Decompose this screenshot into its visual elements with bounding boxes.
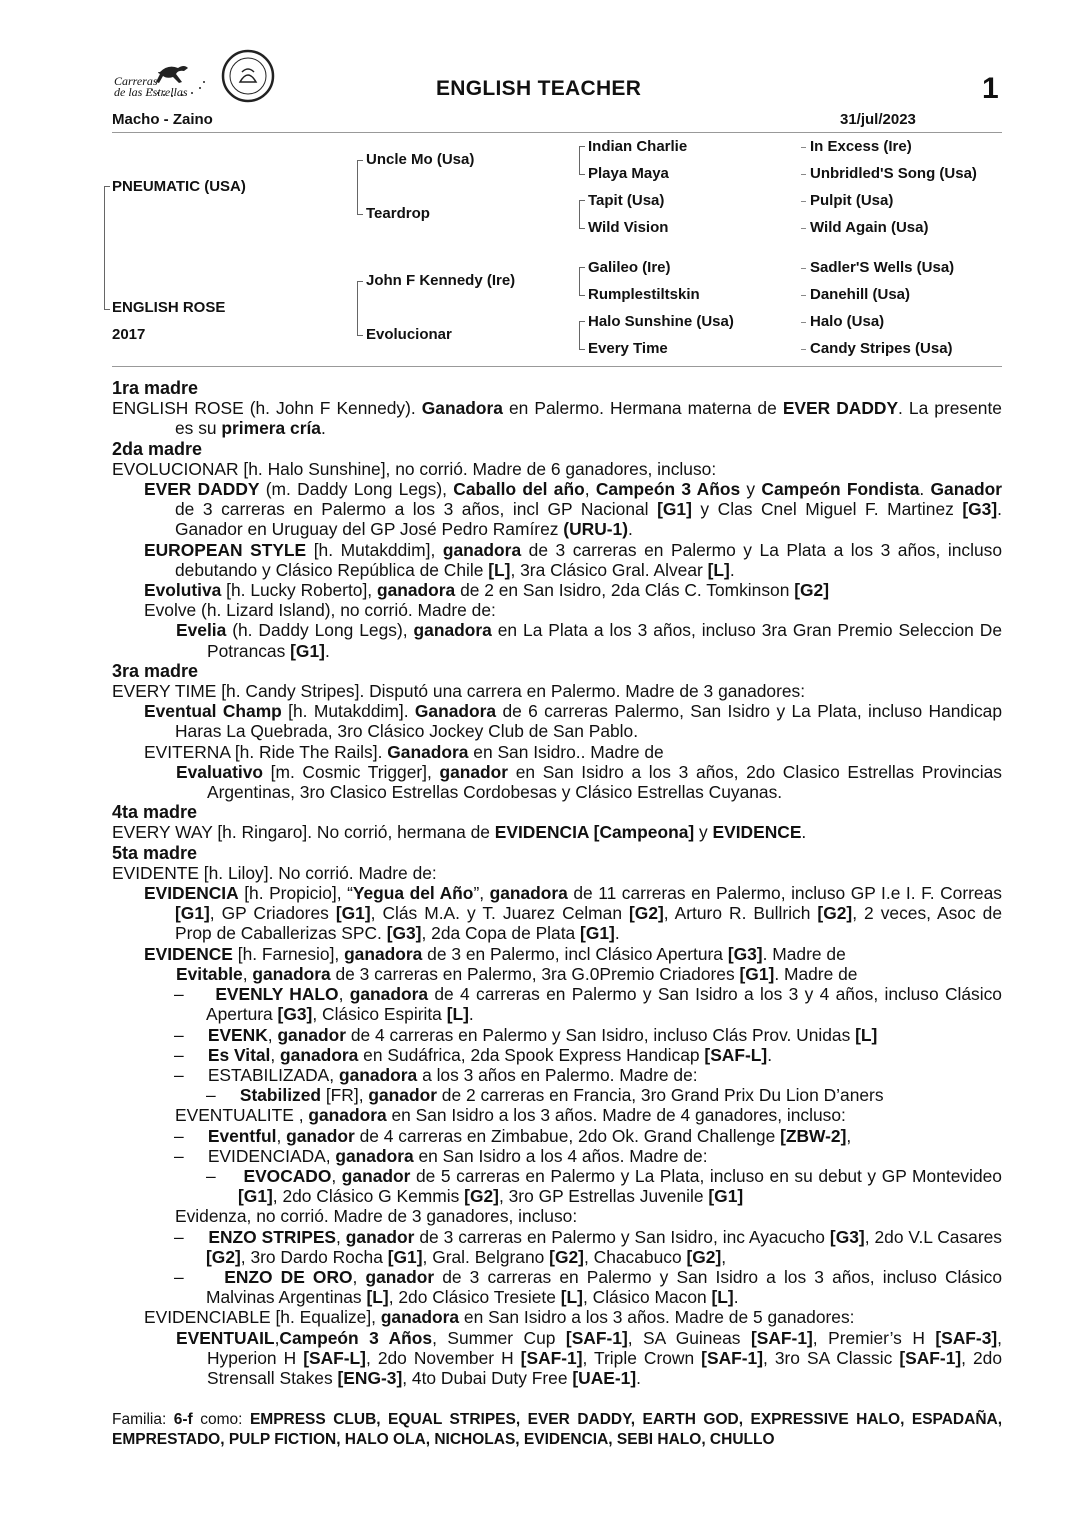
section-heading: 3ra madre bbox=[112, 660, 199, 681]
produce-entry: Evitable, ganadora de 3 carreras en Palermo, 3ra G.0Premio Criadores [G1]. Madre de bbox=[176, 963, 858, 984]
gen4-name: Sadler'S Wells (Usa) bbox=[810, 259, 955, 276]
produce-entry: EVENTUALITE , ganadora en San Isidro a los 3 años. Madre de 4 ganadores, incluso: bbox=[175, 1105, 846, 1126]
header-rule bbox=[112, 132, 1002, 133]
produce-entry: – ENZO STRIPES, ganador de 3 carreras en Palermo y San Isidro, inc Ayacucho [G3], 2do V.L Casares [G2], 3ro Dardo Rocha [G1], Gral. Belgrano [G2], Chacabuco [G2], bbox=[174, 1226, 1002, 1267]
gen3-name: Halo Sunshine (Usa) bbox=[588, 313, 734, 330]
produce-entry: EVIDENCE [h. Farnesio], ganadora de 3 en Palermo, incl Clásico Apertura [G3]. Madre de bbox=[144, 943, 846, 964]
third-dam-text: EVERY TIME [h. Candy Stripes]. Disputó una carrera en Palermo. Madre de 3 ganadores: bbox=[112, 681, 806, 702]
gen4-name: Wild Again (Usa) bbox=[810, 219, 929, 236]
first-dam-text: ENGLISH ROSE (h. John F Kennedy). Ganadora en Palermo. Hermana materna de EVER DADDY. La presente es su primera cría. bbox=[112, 398, 1002, 439]
gen4-name: Halo (Usa) bbox=[810, 313, 885, 330]
fifth-dam-text: EVIDENTE [h. Liloy]. No corrió. Madre de: bbox=[112, 862, 437, 883]
produce-entry: – Es Vital, ganadora en Sudáfrica, 2da Spook Express Handicap [SAF-L]. bbox=[174, 1044, 773, 1065]
produce-entry: Eventual Champ [h. Mutakddim]. Ganadora de 6 carreras Palermo, San Isidro y La Plata, incluso Handicap Haras La Quebrada, 3ro Clásico Jockey Club de San Pablo. bbox=[144, 701, 1002, 742]
produce-entry: – ESTABILIZADA, ganadora a los 3 años en Palermo. Madre de: bbox=[174, 1064, 698, 1085]
dam-year: 2017 bbox=[112, 326, 146, 343]
gen3-name: Wild Vision bbox=[588, 219, 669, 236]
produce-entry: – Stabilized [FR], ganador de 2 carreras en Francia, 3ro Grand Prix Du Lion D’aners bbox=[206, 1085, 884, 1106]
produce-entry: EVIDENCIA [h. Propicio], “Yegua del Año”, ganadora de 11 carreras en Palermo, incluso GP I.e I. F. Correas [G1], GP Criadores [G1], Clás M.A. y T. Juarez Celman [G2], Arturo R. Bullrich [G2], 2 veces, Asoc de Prop de Caballerizas SPC. [G3], 2da Copa de Plata [G1]. bbox=[144, 883, 1003, 944]
logo-text-1: Carreras bbox=[114, 74, 158, 88]
family-como: como: bbox=[200, 1411, 243, 1428]
gen2-sire-dam: Teardrop bbox=[366, 205, 430, 222]
lot-number: 1 bbox=[982, 72, 999, 105]
family-note bbox=[112, 1410, 1002, 1450]
produce-entry: Evidenza, no corrió. Madre de 3 ganadores, incluso: bbox=[175, 1206, 578, 1227]
produce-entry: Evelia (h. Daddy Long Legs), ganadora en La Plata a los 3 años, incluso 3ra Gran Premio Seleccion De Potrancas [G1]. bbox=[176, 620, 1003, 661]
produce-entry: – EVIDENCIADA, ganadora en San Isidro a los 4 años. Madre de: bbox=[174, 1145, 708, 1166]
catalog-date: 31/jul/2023 bbox=[840, 111, 916, 128]
produce-entry: – EVENK, ganador de 4 carreras en Palermo y San Isidro, incluso Clás Prov. Unidas [L] bbox=[174, 1024, 878, 1045]
family-names: EMPRESS CLUB, EQUAL STRIPES, EVER DADDY, EARTH GOD, EXPRESSIVE HALO, ESPADAÑA, EMPRESTADO, PULP FICTION, HALO OLA, NICHOLAS, EVIDENCIA, SEBI HALO, CHULLO bbox=[112, 1411, 1003, 1448]
section-heading: 2da madre bbox=[112, 438, 203, 459]
pedigree-rule bbox=[112, 366, 1002, 367]
sire-name: PNEUMATIC (USA) bbox=[112, 178, 246, 195]
logo-text-2: de las Estrellas bbox=[114, 85, 188, 99]
family-label: Familia: bbox=[112, 1411, 167, 1428]
produce-entry: EVER DADDY (m. Daddy Long Legs), Caballo del año, Campeón 3 Años y Campeón Fondista. Ganador de 3 carreras en Palermo a los 3 años, incl GP Nacional [G1] y Clas Cnel Miguel F. Martinez [G3]. Ganador en Uruguay del GP José Pedro Ramírez (URU-1). bbox=[144, 479, 1003, 540]
gen1-bracket bbox=[104, 186, 105, 310]
sex-color: Macho - Zaino bbox=[112, 111, 213, 128]
gen3-name: Playa Maya bbox=[588, 165, 669, 182]
produce-entry: EVITERNA [h. Ride The Rails]. Ganadora en San Isidro.. Madre de bbox=[144, 741, 664, 762]
produce-entry: EUROPEAN STYLE [h. Mutakddim], ganadora de 3 carreras en Palermo y La Plata a los 3 años, incluso debutando y Clásico República de Chile [L], 3ra Clásico Gral. Alvear [L]. bbox=[144, 539, 1003, 580]
section-heading: 1ra madre bbox=[112, 378, 199, 398]
gen3-name: Rumplestiltskin bbox=[588, 286, 700, 303]
gen3-name: Indian Charlie bbox=[588, 138, 688, 155]
dam-name: ENGLISH ROSE bbox=[112, 299, 226, 316]
gen4-name: Candy Stripes (Usa) bbox=[810, 340, 953, 357]
gen4-name: Pulpit (Usa) bbox=[810, 192, 894, 209]
section-heading: 4ta madre bbox=[112, 802, 198, 823]
produce-entry: EVENTUAIL,Campeón 3 Años, Summer Cup [SAF-1], SA Guineas [SAF-1], Premier’s H [SAF-3], Hyperion H [SAF-L], 2do November H [SAF-1], Triple Crown [SAF-1], 3ro SA Classic [SAF-1], 2do Strensall Stakes [ENG-3], 4to Dubai Duty Free [UAE-1]. bbox=[176, 1327, 1003, 1388]
fourth-dam-text: EVERY WAY [h. Ringaro]. No corrió, hermana de EVIDENCIA [Campeona] y EVIDENCE. bbox=[112, 822, 807, 843]
gen3-name: Tapit (Usa) bbox=[588, 192, 665, 209]
produce-entry: Evaluativo [m. Cosmic Trigger], ganador en San Isidro a los 3 años, 2do Clasico Estrellas Provincias Argentinas, 3ro Clasico Estrellas Cordobesas y Clásico Estrellas Cuyanas. bbox=[176, 761, 1002, 803]
second-dam-text: EVOLUCIONAR [h. Halo Sunshine], no corrió. Madre de 6 ganadores, incluso: bbox=[112, 458, 717, 479]
produce-entry: Evolve (h. Lizard Island), no corrió. Madre de: bbox=[144, 600, 496, 621]
gen3-name: Galileo (Ire) bbox=[588, 259, 671, 276]
produce-entry: – Eventful, ganador de 4 carreras en Zimbabue, 2do Ok. Grand Challenge [ZBW-2], bbox=[174, 1125, 852, 1146]
gen2-dam-sire: John F Kennedy (Ire) bbox=[366, 272, 516, 289]
produce-entry: – EVENLY HALO, ganadora de 4 carreras en Palermo y San Isidro a los 3 y 4 años, incluso Clásico Apertura [G3], Clásico Espirita [L]. bbox=[174, 984, 1002, 1025]
gen4-name: Danehill (Usa) bbox=[810, 286, 911, 303]
breeders-cup-seal-icon bbox=[220, 48, 276, 104]
produce-entry: EVIDENCIABLE [h. Equalize], ganadora en San Isidro a los 3 años. Madre de 5 ganadores: bbox=[144, 1307, 855, 1328]
produce-entry: – ENZO DE ORO, ganador de 3 carreras en Palermo y San Isidro a los 3 años, incluso Clásico Malvinas Argentinas [L], 2do Clásico Tresiete [L], Clásico Macon [L]. bbox=[174, 1266, 1002, 1308]
logo bbox=[112, 52, 282, 104]
gen2-dam-dam: Evolucionar bbox=[366, 326, 452, 343]
produce-record bbox=[112, 378, 1002, 1388]
gen4-name: Unbridled'S Song (Usa) bbox=[810, 165, 977, 182]
produce-entry: Evolutiva [h. Lucky Roberto], ganadora de 2 en San Isidro, 2da Clás C. Tomkinson [G2] bbox=[144, 580, 830, 601]
section-heading: 5ta madre bbox=[112, 842, 198, 863]
gen2-sire-sire: Uncle Mo (Usa) bbox=[366, 151, 475, 168]
gen4-name: In Excess (Ire) bbox=[810, 138, 912, 155]
family-number: 6-f bbox=[173, 1411, 193, 1428]
produce-entry: – EVOCADO, ganador de 5 carreras en Palermo y La Plata, incluso en su debut y GP Montevideo [G1], 2do Clásico G Kemmis [G2], 3ro GP Estrellas Juvenile [G1] bbox=[206, 1165, 1002, 1207]
horse-name-title: ENGLISH TEACHER bbox=[436, 77, 642, 100]
gen3-name: Every Time bbox=[588, 340, 668, 357]
